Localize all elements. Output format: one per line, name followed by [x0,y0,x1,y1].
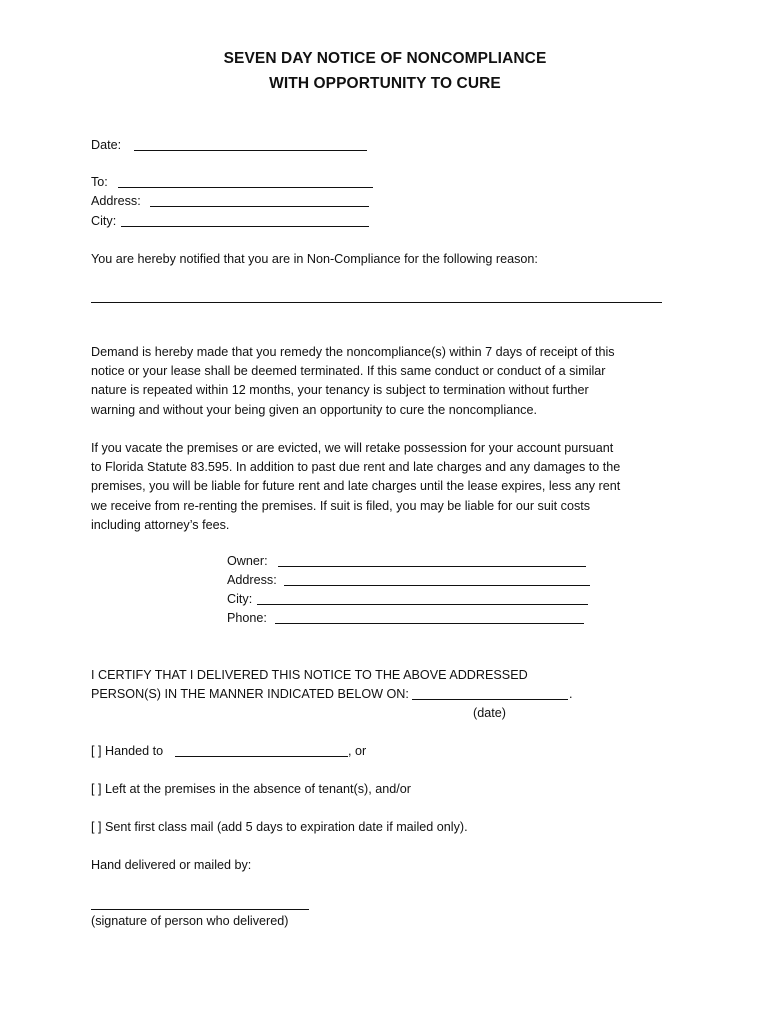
recipient-city-field-line[interactable] [121,226,369,227]
date-label: Date: [91,138,122,152]
signature-caption: (signature of person who delivered) [91,914,289,928]
date-field-line[interactable] [134,150,367,151]
date-caption: (date) [473,706,506,720]
handed-to-suffix: , or [348,744,367,758]
owner-address-field-line[interactable] [284,585,590,586]
first-class-mail-option[interactable]: [ ] Sent first class mail (add 5 days to expiration date if mailed only). [91,820,468,834]
document-title-line-2: WITH OPPORTUNITY TO CURE [269,75,501,92]
demand-paragraph [91,343,615,420]
recipient-city-label: City: [91,214,117,228]
owner-address-label: Address: [227,573,277,587]
owner-city-label: City: [227,592,253,606]
recipient-address-field-line[interactable] [150,206,369,207]
paragraph-line: notice or your lease shall be deemed terminated. If this same conduct or conduct of a similar [91,364,606,379]
reason-field-line[interactable] [91,302,662,303]
handed-to-option[interactable]: [ ] Handed to [91,744,164,758]
left-at-premises-option[interactable]: [ ] Left at the premises in the absence of tenant(s), and/or [91,782,411,796]
paragraph-line: to Florida Statute 83.595. In addition to past due rent and late charges and any damages to the [91,460,621,475]
paragraph-line: warning and without your being given an opportunity to cure the noncompliance. [91,402,537,417]
certify-line-2: PERSON(S) IN THE MANNER INDICATED BELOW ON: [91,687,409,701]
owner-label: Owner: [227,554,268,568]
paragraph-line: premises, you will be liable for future rent and late charges until the lease expires, less any rent [91,479,621,494]
to-field-line[interactable] [118,187,373,188]
to-label: To: [91,175,108,189]
paragraph-line: we receive from re-renting the premises. If suit is filed, you may be liable for our suit costs [91,498,591,513]
recipient-address-label: Address: [91,194,141,208]
certify-period: . [569,687,573,701]
signature-field-line[interactable] [91,909,309,910]
vacate-paragraph [91,439,620,535]
certify-line-1: I CERTIFY THAT I DELIVERED THIS NOTICE TO THE ABOVE ADDRESSED [91,668,528,682]
paragraph-line: If you vacate the premises or are evicted, we will retake possession for your account pursuant [91,441,614,455]
owner-phone-field-line[interactable] [275,623,584,624]
noncompliance-reason-text: You are hereby notified that you are in Non-Compliance for the following reason: [91,252,538,266]
handed-to-field-line[interactable] [175,756,348,757]
paragraph-line: Demand is hereby made that you remedy the noncompliance(s) within 7 days of receipt of this [91,345,615,359]
owner-city-field-line[interactable] [257,604,588,605]
owner-phone-label: Phone: [227,611,267,625]
owner-field-line[interactable] [278,566,586,567]
certify-date-field-line[interactable] [412,699,568,700]
document-title-line-1: SEVEN DAY NOTICE OF NONCOMPLIANCE [223,50,547,67]
paragraph-line: including attorney’s fees. [91,517,230,532]
delivered-by-label: Hand delivered or mailed by: [91,858,252,872]
paragraph-line: nature is repeated within 12 months, your tenancy is subject to termination without further [91,383,589,398]
